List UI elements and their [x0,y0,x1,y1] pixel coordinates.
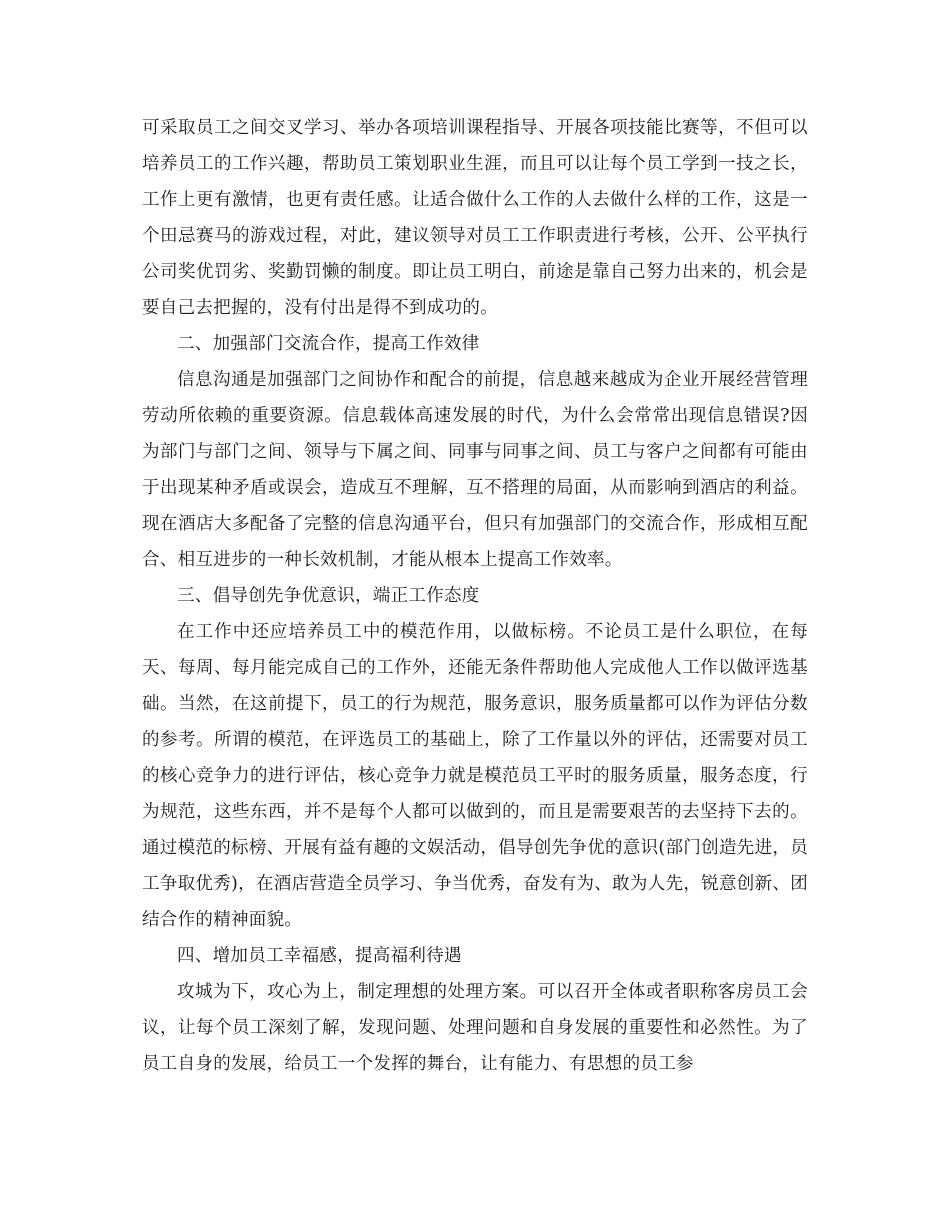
paragraph-4: 攻城为下，攻心为上，制定理想的处理方案。可以召开全体或者职称客房员工会议，让每个员工深刻了解，发现问题、处理问题和自身发展的重要性和必然性。为了员工自身的发展，给员工一个发挥的舞台，让有能力、有思想的员工参 [142,982,808,1074]
section-heading-2: 二、加强部门交流合作，提高工作效律 [177,334,480,354]
paragraph-2: 信息沟通是加强部门之间协作和配合的前提，信息越来越成为企业开展经营管理劳动所依赖的重要资源。信息载体高速发展的时代，为什么会常常出现信息错误?因为部门与部门之间、领导与下属之间、同事与同事之间、员工与客户之间都有可能由于出现某种矛盾或误会，造成互不理解，互不搭理的局面，从而影响到酒店的利益。现在酒店大多配备了完整的信息沟通平台，但只有加强部门的交流合作，形成相互配合、相互进步的一种长效机制，才能从根本上提高工作效率。 [142,370,808,570]
section-heading-4: 四、增加员工幸福感，提高福利待遇 [177,946,462,966]
document-body [142,110,808,1082]
paragraph-1: 可采取员工之间交叉学习、举办各项培训课程指导、开展各项技能比赛等，不但可以培养员工的工作兴趣，帮助员工策划职业生涯，而且可以让每个员工学到一技之长，工作上更有激情，也更有责任感。让适合做什么工作的人去做什么样的工作，这是一个田忌赛马的游戏过程，对此，建议领导对员工工作职责进行考核，公开、公平执行公司奖优罚劣、奖勤罚懒的制度。即让员工明白，前途是靠自己努力出来的，机会是要自己去把握的，没有付出是得不到成功的。 [142,118,808,318]
paragraph-3: 在工作中还应培养员工中的模范作用，以做标榜。不论员工是什么职位，在每天、每周、每月能完成自己的工作外，还能无条件帮助他人完成他人工作以做评选基础。当然，在这前提下，员工的行为规范，服务意识，服务质量都可以作为评估分数的参考。所谓的模范，在评选员工的基础上，除了工作量以外的评估，还需要对员工的核心竞争力的进行评估，核心竞争力就是模范员工平时的服务质量，服务态度，行为规范，这些东西，并不是每个人都可以做到的，而且是需要艰苦的去坚持下去的。通过模范的标榜、开展有益有趣的文娱活动，倡导创先争优的意识(部门创造先进，员工争取优秀)，在酒店营造全员学习、争当优秀，奋发有为、敢为人先，锐意创新、团结合作的精神面貌。 [142,622,808,930]
section-heading-3: 三、倡导创先争优意识，端正工作态度 [177,586,480,606]
